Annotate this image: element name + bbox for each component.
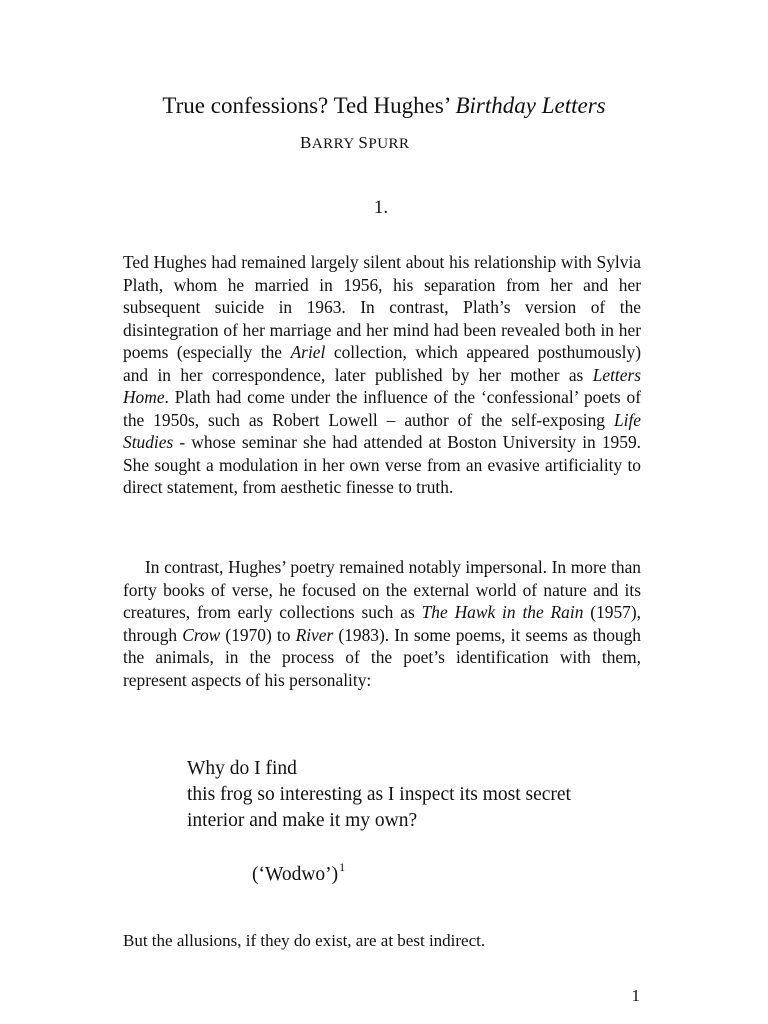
p1-italic-life-studies: Life Studies — [123, 409, 641, 452]
p2-italic-hawk: The Hawk in the Rain — [421, 602, 584, 622]
author-initial-last: S — [358, 133, 369, 152]
page-number: 1 — [631, 986, 640, 1005]
footnote-marker[interactable]: 1 — [339, 860, 346, 874]
quote-line-1: Why do I find — [187, 758, 297, 779]
p1-text-d: - whose seminar she had attended at Boston University in 1959. She sought a modulation in her own verse from an evasive artificiality to direct statement, from aesthetic finesse to truth. — [123, 432, 641, 497]
block-quote — [187, 756, 657, 834]
author-rest-last: PURR — [368, 136, 410, 152]
p1-text-b: collection, which appeared posthumously) and in her correspondence, later published by her mother as — [123, 342, 642, 385]
author-rest-first: ARRY — [311, 136, 359, 152]
p2-italic-crow: Crow — [182, 624, 221, 645]
paragraph-1 — [123, 251, 641, 499]
p2-italic-river: River — [295, 624, 334, 645]
author-name — [300, 132, 410, 155]
p2-text-a: In contrast, Hughes’ poetry remained notably impersonal. In more than forty books of verse, he focused on the external world of nature and its creatures, from early collections such as — [123, 557, 641, 622]
p2-text-b: (1957), through — [123, 602, 641, 645]
article-title-main: True confessions? Ted Hughes’ — [162, 93, 456, 118]
p2-text-d: (1983). In some poems, it seems as though the animals, in the process of the poet’s identification with them, represent aspects of his personality: — [123, 624, 641, 690]
section-number: 1. — [373, 197, 389, 218]
quote-source-title: (‘Wodwo’) — [252, 864, 339, 885]
article-title — [0, 90, 768, 122]
paragraph-3: But the allusions, if they do exist, are at best indirect. — [123, 931, 486, 950]
p2-text-c: (1970) to — [220, 624, 296, 645]
article-title-italic: Birthday Letters — [455, 93, 606, 118]
quote-source — [252, 854, 345, 888]
quote-line-2: this frog so interesting as I inspect its most secret — [187, 784, 571, 805]
p1-text-a: Ted Hughes had remained largely silent about his relationship with Sylvia Plath, whom he married in 1956, his separation from her and her subsequent suicide in 1963. In contrast, Plath’s version of the disintegration of her marriage and her mind had been revealed both in her poems (especially the — [123, 252, 641, 362]
p1-text-c: . Plath had come under the influence of the ‘confessional’ poets of the 1950s, such as Robert Lowell – author of the self-exposing — [123, 387, 641, 430]
author-initial-first: B — [300, 133, 312, 152]
p1-italic-ariel: Ariel — [290, 342, 326, 362]
paragraph-2 — [123, 556, 641, 691]
quote-line-3: interior and make it my own? — [187, 810, 418, 831]
p1-italic-letters-home: Letters Home — [123, 364, 641, 407]
